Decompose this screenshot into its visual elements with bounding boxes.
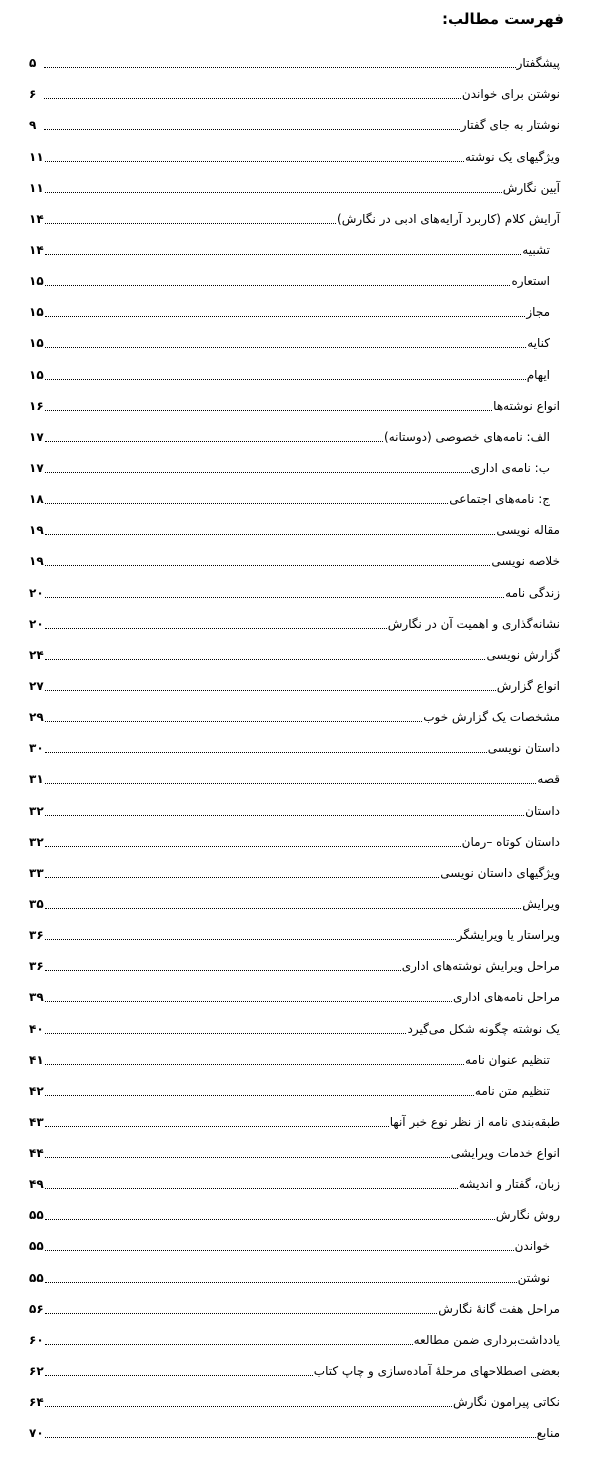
toc-entry-page-number: ۲۰ [29, 616, 44, 631]
toc-entry-page-number: ۴۰ [29, 1021, 44, 1036]
toc-entry-page-number: ۲۷ [29, 678, 44, 693]
toc-entry-label: نشانه‌گذاری و اهمیت آن در نگارش [387, 616, 560, 631]
toc-entry-page-number: ۶۴ [29, 1395, 44, 1410]
toc-entry-page-number: ۱۹ [29, 554, 44, 569]
toc-dot-leader [45, 534, 496, 535]
toc-entry-label: مقاله نویسی [496, 523, 560, 538]
toc-entry-label: الف: نامه‌های خصوصی (دوستانه) [384, 429, 550, 444]
toc-entry-label: انواع نوشته‌ها [493, 398, 560, 413]
toc-entry-page-number: ۳۲ [29, 834, 44, 849]
toc-entry [29, 295, 560, 326]
toc-entry-label: روش نگارش [495, 1208, 560, 1223]
toc-dot-leader [45, 783, 537, 784]
toc-entry-label: تنظیم عنوان نامه [464, 1052, 550, 1067]
toc-entry-page-number: ۴۳ [29, 1114, 44, 1129]
toc-entry-label: مراحل نامه‌های اداری [453, 990, 560, 1005]
toc-entry-label: خلاصه نویسی [491, 554, 560, 569]
toc-entry-label: نکاتی پیرامون نگارش [452, 1395, 560, 1410]
toc-entry [29, 108, 560, 139]
toc-dot-leader [45, 1375, 313, 1376]
toc-entry-label: ویرایش [522, 896, 560, 911]
toc-entry-label: ویراستار یا ویرایشگر [456, 928, 560, 943]
toc-dot-leader [45, 1406, 452, 1407]
toc-entry [29, 1354, 560, 1385]
toc-entry-label: بعضی اصطلاحهای مرحلهٔ آماده‌سازی و چاپ کتاب [313, 1364, 560, 1379]
toc-entry-label: انواع خدمات ویرایشی [450, 1146, 560, 1161]
toc-entry [29, 700, 560, 731]
toc-entry-label: مراحل هفت گانهٔ نگارش [438, 1301, 560, 1316]
toc-dot-leader [45, 1188, 458, 1189]
toc-dot-leader [45, 1095, 474, 1096]
toc-dot-leader [45, 939, 456, 940]
toc-entry-label: مجاز [526, 305, 550, 320]
toc-entry-page-number: ۱۵ [29, 305, 44, 320]
toc-entry-label: یادداشت‌برداری ضمن مطالعه [413, 1332, 560, 1347]
toc-entry [29, 451, 560, 482]
toc-entry-label: زبان، گفتار و اندیشه [458, 1177, 560, 1192]
toc-entry-page-number: ۳۳ [29, 865, 44, 880]
toc-entry [29, 607, 560, 638]
toc-entry-page-number: ۱۷ [29, 460, 44, 475]
toc-entry-page-number: ۱۶ [29, 398, 44, 413]
toc-entry [29, 980, 560, 1011]
toc-dot-leader [45, 877, 440, 878]
toc-entry-label: نوشتار به جای گفتار [460, 118, 560, 133]
toc-entry-label: آیین نگارش [502, 180, 560, 195]
toc-entry-page-number: ۱۱ [29, 149, 44, 164]
toc-dot-leader [45, 1437, 536, 1438]
toc-entry-page-number: ۳۶ [29, 928, 44, 943]
toc-dot-leader [44, 129, 460, 130]
toc-entry-page-number: ۵۵ [29, 1239, 44, 1254]
toc-entry-label: تنظیم متن نامه [474, 1083, 550, 1098]
toc-entry-page-number: ۶ [29, 87, 37, 102]
toc-dot-leader [45, 1219, 495, 1220]
toc-entry [29, 1167, 560, 1198]
toc-entry-page-number: ۳۲ [29, 803, 44, 818]
toc-dot-leader [45, 161, 464, 162]
toc-entry [29, 1260, 560, 1291]
toc-entry [29, 575, 560, 606]
toc-dot-leader [45, 752, 487, 753]
toc-entry [29, 482, 560, 513]
toc-entry [29, 77, 560, 108]
toc-dot-leader [45, 815, 525, 816]
toc-entry [29, 46, 560, 77]
toc-entry-label: ویژگیهای داستان نویسی [440, 865, 560, 880]
toc-entry [29, 233, 560, 264]
toc-entry [29, 1292, 560, 1323]
toc-entry-label: گزارش نویسی [486, 647, 560, 662]
toc-entry-label: ایهام [526, 367, 550, 382]
toc-entry [29, 1323, 560, 1354]
toc-entry-page-number: ۵۵ [29, 1270, 44, 1285]
toc-dot-leader [44, 98, 461, 99]
toc-entry [29, 357, 560, 388]
toc-entry [29, 1229, 560, 1260]
toc-entry-label: آرایش کلام (کاربرد آرایه‌های ادبی در نگارش) [337, 211, 560, 226]
toc-entry-page-number: ۲۹ [29, 710, 44, 725]
toc-entry [29, 918, 560, 949]
toc-entry-label: داستان نویسی [487, 741, 560, 756]
toc-dot-leader [45, 1250, 514, 1251]
toc-entry [29, 202, 560, 233]
toc-entry-page-number: ۳۰ [29, 741, 44, 756]
toc-entry-page-number: ۳۶ [29, 959, 44, 974]
toc-dot-leader [45, 316, 526, 317]
toc-dot-leader [45, 285, 511, 286]
toc-dot-leader [45, 254, 522, 255]
toc-entry-page-number: ۶۰ [29, 1332, 44, 1347]
toc-entry-label: داستان کوتاه –رمان [461, 834, 560, 849]
toc-entry-page-number: ۴۱ [29, 1052, 44, 1067]
toc-list [29, 46, 560, 1447]
toc-entry-page-number: ۱۵ [29, 336, 44, 351]
toc-entry [29, 887, 560, 918]
toc-entry-page-number: ۷۰ [29, 1426, 44, 1441]
toc-dot-leader [45, 846, 461, 847]
toc-entry-page-number: ۱۸ [29, 492, 44, 507]
toc-entry-label: خواندن [514, 1239, 550, 1254]
toc-entry [29, 1385, 560, 1416]
toc-entry-page-number: ۲۴ [29, 647, 44, 662]
toc-entry-page-number: ۶۲ [29, 1364, 44, 1379]
toc-dot-leader [45, 347, 527, 348]
toc-entry [29, 762, 560, 793]
toc-dot-leader [45, 1313, 438, 1314]
toc-dot-leader [45, 565, 491, 566]
toc-dot-leader [45, 721, 423, 722]
toc-entry [29, 264, 560, 295]
toc-dot-leader [45, 628, 387, 629]
toc-entry-label: ویژگیهای یک نوشته [464, 149, 560, 164]
toc-entry-label: زندگی نامه [505, 585, 560, 600]
toc-entry [29, 825, 560, 856]
toc-entry [29, 1198, 560, 1229]
toc-entry-page-number: ۱۷ [29, 429, 44, 444]
toc-entry [29, 1043, 560, 1074]
toc-entry [29, 544, 560, 575]
toc-dot-leader [45, 472, 470, 473]
toc-entry [29, 139, 560, 170]
toc-entry [29, 1136, 560, 1167]
toc-entry [29, 949, 560, 980]
toc-dot-leader [45, 379, 526, 380]
toc-entry-label: نوشتن [517, 1270, 550, 1285]
toc-entry-page-number: ۴۲ [29, 1083, 44, 1098]
toc-entry-page-number: ۱۱ [29, 180, 44, 195]
toc-entry-page-number: ۱۴ [29, 211, 44, 226]
toc-entry-page-number: ۱۵ [29, 367, 44, 382]
toc-entry-label: مشخصات یک گزارش خوب [423, 710, 560, 725]
toc-entry-page-number: ۵۶ [29, 1301, 44, 1316]
toc-entry-page-number: ۳۵ [29, 896, 44, 911]
toc-dot-leader [45, 503, 449, 504]
toc-dot-leader [45, 192, 502, 193]
toc-entry-page-number: ۳۹ [29, 990, 44, 1005]
toc-entry [29, 856, 560, 887]
toc-entry-label: مراحل ویرایش نوشته‌های اداری [401, 959, 560, 974]
toc-entry-label: پیشگفتار [516, 56, 560, 71]
toc-entry-page-number: ۵۵ [29, 1208, 44, 1223]
toc-entry-label: انواع گزارش [496, 678, 560, 693]
toc-entry-page-number: ۱۵ [29, 274, 44, 289]
toc-entry-page-number: ۱۴ [29, 242, 44, 257]
toc-entry [29, 420, 560, 451]
toc-entry-page-number: ۵ [29, 56, 37, 71]
toc-entry-label: طبقه‌بندی نامه از نظر نوع خبر آنها [389, 1114, 560, 1129]
toc-dot-leader [45, 1282, 517, 1283]
toc-entry-page-number: ۹ [29, 118, 37, 133]
toc-entry-label: منابع [536, 1426, 560, 1441]
toc-entry-label: استعاره [511, 274, 550, 289]
toc-dot-leader [45, 970, 401, 971]
toc-entry [29, 669, 560, 700]
toc-dot-leader [45, 908, 522, 909]
toc-dot-leader [45, 1126, 389, 1127]
toc-entry [29, 731, 560, 762]
toc-entry-label: یک نوشته چگونه شکل می‌گیرد [407, 1021, 560, 1036]
toc-entry [29, 1105, 560, 1136]
toc-dot-leader [45, 1033, 407, 1034]
toc-entry-label: قصه [537, 772, 560, 787]
toc-entry-label: ج: نامه‌های اجتماعی [449, 492, 550, 507]
toc-entry-label: ب: نامه‌ی اداری [470, 460, 550, 475]
toc-entry [29, 1416, 560, 1447]
toc-dot-leader [45, 1001, 452, 1002]
toc-entry [29, 638, 560, 669]
toc-entry-label: نوشتن برای خواندن [461, 87, 560, 102]
toc-dot-leader [45, 441, 383, 442]
toc-entry-label: داستان [525, 803, 560, 818]
toc-dot-leader [45, 1157, 450, 1158]
toc-entry-page-number: ۴۹ [29, 1177, 44, 1192]
toc-entry-label: تشبیه [522, 242, 550, 257]
toc-entry [29, 326, 560, 357]
toc-entry [29, 1011, 560, 1042]
toc-entry [29, 793, 560, 824]
toc-entry-page-number: ۴۴ [29, 1146, 44, 1161]
toc-dot-leader [45, 597, 505, 598]
toc-entry-page-number: ۱۹ [29, 523, 44, 538]
toc-entry-label: کنایه [527, 336, 550, 351]
toc-entry-page-number: ۲۰ [29, 585, 44, 600]
toc-dot-leader [45, 1064, 464, 1065]
toc-entry [29, 171, 560, 202]
toc-dot-leader [45, 223, 336, 224]
toc-entry [29, 1074, 560, 1105]
toc-dot-leader [44, 67, 516, 68]
toc-dot-leader [45, 1344, 413, 1345]
toc-entry [29, 513, 560, 544]
toc-entry [29, 389, 560, 420]
toc-dot-leader [45, 690, 496, 691]
toc-dot-leader [45, 659, 486, 660]
toc-entry-page-number: ۳۱ [29, 772, 44, 787]
toc-dot-leader [45, 410, 493, 411]
toc-title: فهرست مطالب: [442, 10, 564, 28]
